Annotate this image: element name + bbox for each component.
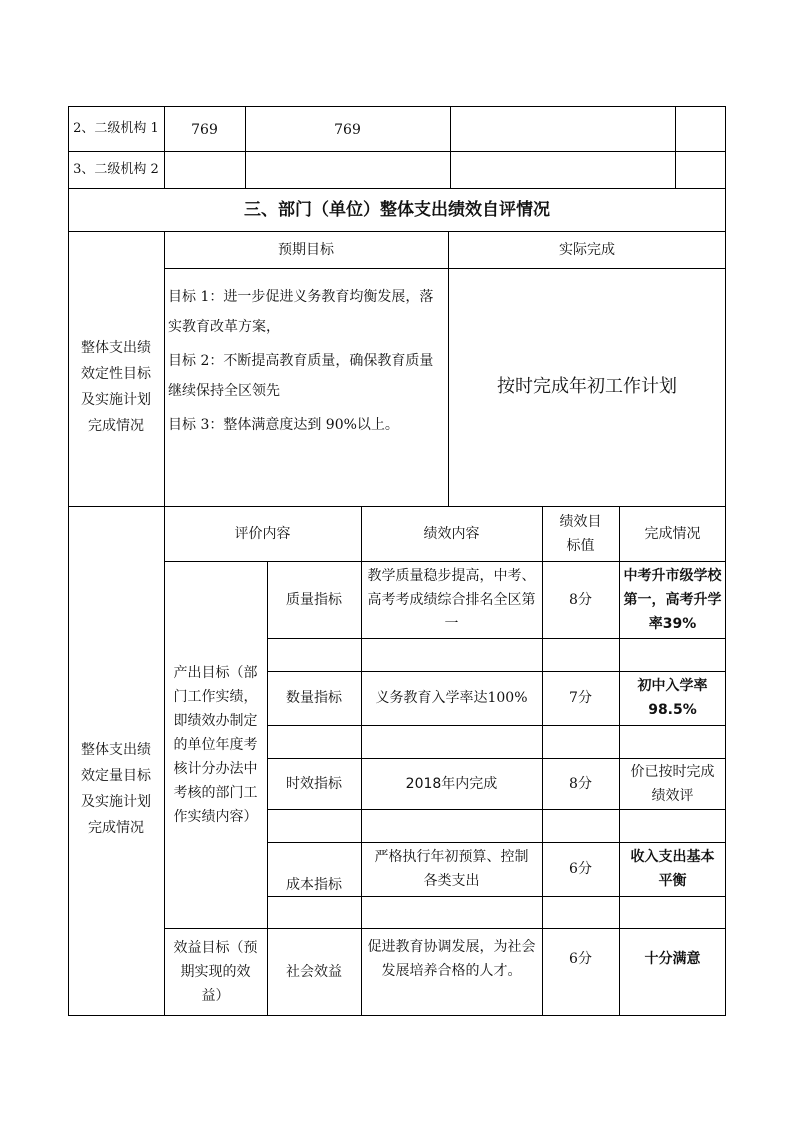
indicator-done: 价已按时完成绩效评 xyxy=(630,763,715,804)
indicator-content: 义务教育入学率达100% xyxy=(375,690,528,706)
performance-table xyxy=(68,106,726,1016)
quantitative-label: 整体支出绩效定量目标及实施计划完成情况 xyxy=(81,741,151,836)
indicator-name: 成本指标 xyxy=(286,877,342,893)
row-label: 2、二级机构 1 xyxy=(73,120,159,136)
row-value xyxy=(245,151,450,188)
qualitative-label: 整体支出绩效定性目标及实施计划完成情况 xyxy=(81,340,151,434)
row-value: 769 xyxy=(191,122,218,138)
output-target-label: 产出目标（部门工作实绩，即绩效办制定的单位年度考核计分办法中考核的部门工作实绩内容） xyxy=(173,664,258,825)
indicator-done: 收入支出基本平衡 xyxy=(630,849,715,889)
indicator-content: 严格执行年初预算、控制各类支出 xyxy=(374,849,529,889)
indicator-target: 8分 xyxy=(569,775,592,792)
indicator-target: 6分 xyxy=(569,861,592,877)
row-value: 769 xyxy=(334,122,361,138)
actual-completion-header: 实际完成 xyxy=(559,241,615,258)
section-title: 三、部门（单位）整体支出绩效自评情况 xyxy=(244,199,550,220)
indicator-target: 7分 xyxy=(569,690,592,706)
indicator-target: 8分 xyxy=(569,591,592,608)
perf-content-header: 绩效内容 xyxy=(423,525,480,542)
goal-item: 目标 2：不断提高教育质量，确保教育质量继续保持全区领先 xyxy=(168,353,434,399)
goal-item: 目标 3：整体满意度达到 90%以上。 xyxy=(168,417,399,433)
row-value xyxy=(164,151,245,188)
expected-goals xyxy=(168,282,444,444)
indicator-name: 时效指标 xyxy=(286,775,342,792)
actual-completion: 按时完成年初工作计划 xyxy=(497,376,677,397)
indicator-content: 2018年内完成 xyxy=(405,775,498,792)
indicator-done: 初中入学率98.5% xyxy=(637,678,708,718)
indicator-name: 数量指标 xyxy=(286,690,342,706)
goal-item: 目标 1：进一步促进义务教育均衡发展，落实教育改革方案， xyxy=(168,289,434,335)
indicator-content: 促进教育协调发展，为社会发展培养合格的人才。 xyxy=(367,939,536,979)
indicator-done: 中考升市级学校第一，高考升学率39% xyxy=(623,567,722,632)
eval-content-header: 评价内容 xyxy=(234,525,291,542)
indicator-name: 社会效益 xyxy=(286,963,342,980)
completion-header: 完成情况 xyxy=(644,525,701,542)
indicator-name: 质量指标 xyxy=(286,591,342,608)
target-value-header: 绩效目标值 xyxy=(559,513,602,554)
indicator-content: 教学质量稳步提高，中考、高考考成绩综合排名全区第一 xyxy=(367,567,536,632)
expected-goals-header: 预期目标 xyxy=(278,241,334,258)
indicator-target: 6分 xyxy=(569,951,592,967)
benefit-target-label: 效益目标（预期实现的效益） xyxy=(173,939,258,1004)
row-label: 3、二级机构 2 xyxy=(73,161,159,177)
indicator-done: 十分满意 xyxy=(644,951,701,967)
